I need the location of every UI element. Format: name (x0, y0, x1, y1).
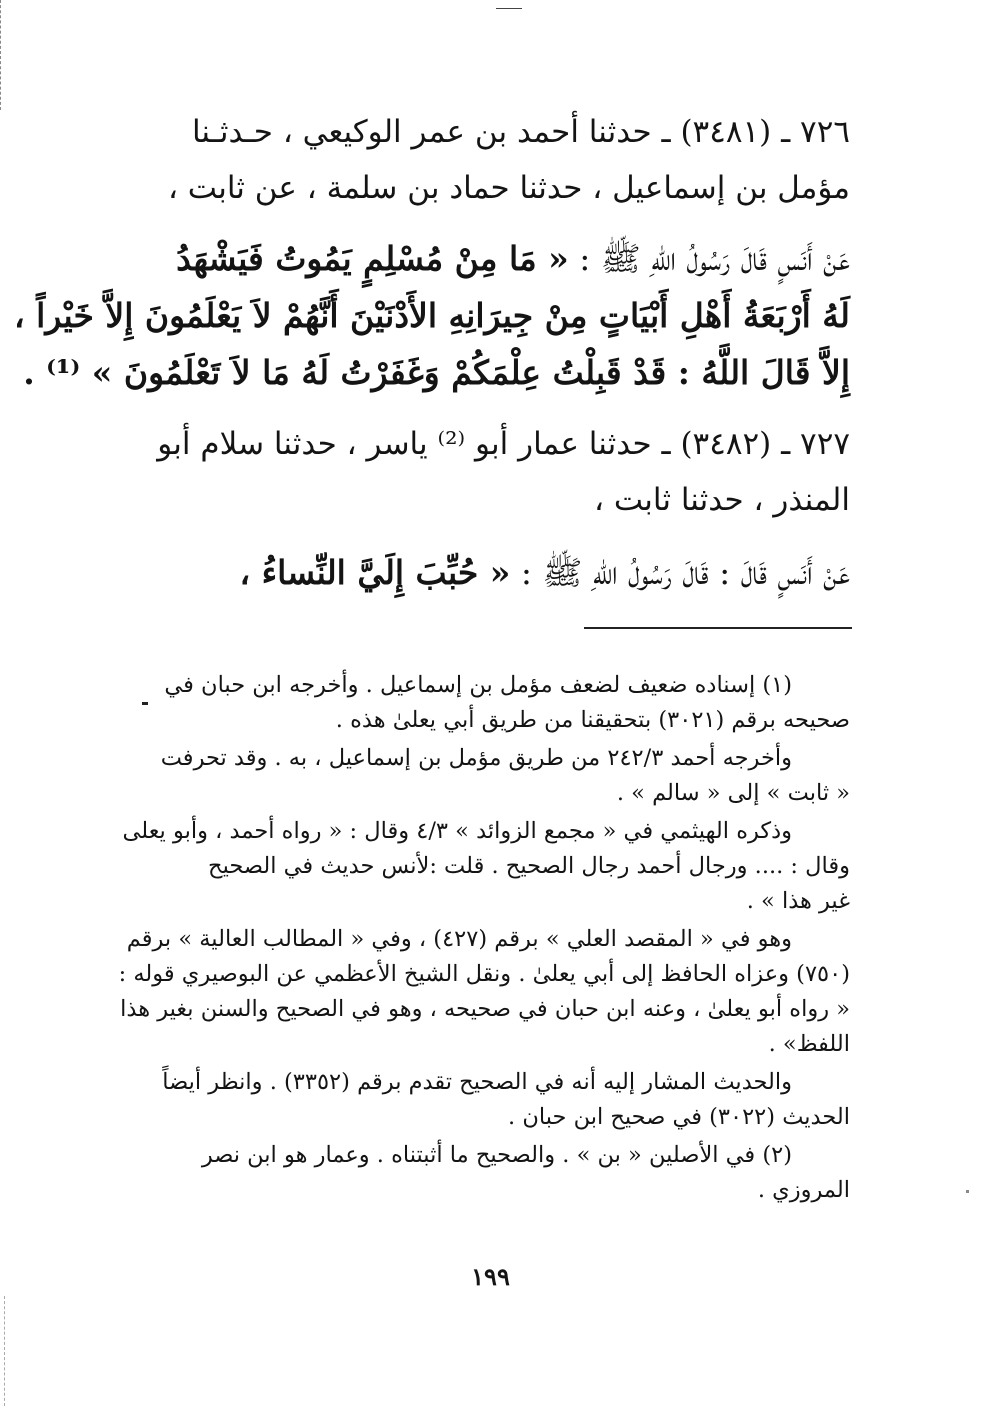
footnote-line: « رواه أبو يعلىٰ ، وعنه ابن حبان في صحيحه ، وهو في الصحيح والسنن بغير هذا (120, 996, 850, 1022)
footnote-line: (١) إسناده ضعيف لضعف مؤمل بن إسماعيل . وأخرجه ابن حبان في (164, 672, 792, 698)
hadith-726-chain (160, 104, 850, 216)
hadith-words: « مَا مِنْ مُسْلِمٍ يَمُوتُ فَيَشْهَدُ (176, 239, 569, 278)
paragraph-gap (160, 1208, 850, 1211)
footnote-line: (٢) في الأصلين « بن » . والصحيح ما أثبتناه . وعمار هو ابن نصر (201, 1142, 792, 1168)
footnote-line: الحديث (٣٠٢٢) في صحيح ابن حبان . (508, 1104, 850, 1130)
footnote-line: وقال : .... ورجال أحمد رجال الصحيح . قلت :لأنس حديث في الصحيح (208, 853, 850, 879)
chain-line: ٧٢٦ ـ (٣٤٨١) ـ حدثنا أحمد بن عمر الوكيعي ، حـدثـنا (191, 114, 850, 150)
footnote-line: (٧٥٠) وعزاه الحافظ إلى أبي يعلىٰ . ونقل الشيخ الأعظمي عن البوصيري قوله : (118, 961, 850, 987)
top-crop-mark (496, 8, 522, 9)
footnote-line: وهو في « المقصد العلي » برقم (٤٢٧) ، وفي « المطالب العالية » برقم (126, 926, 792, 952)
footnote-line: المروزي . (757, 1177, 850, 1203)
footnote-paragraph (118, 922, 850, 1062)
scan-speck (966, 1190, 969, 1193)
footnote-separator (584, 627, 852, 629)
footnote-line: وذكره الهيثمي في « مجمع الزوائد » ٤/٣ وقال : « رواه أحمد ، وأبو يعلى (122, 818, 792, 844)
hadith-line (160, 230, 850, 287)
footnote-paragraph (160, 1065, 850, 1135)
chain-line: مؤمل بن إسماعيل ، حدثنا حماد بن سلمة ، عن ثابت ، (167, 170, 850, 206)
hadith-line (160, 544, 850, 601)
scan-speck (142, 702, 148, 705)
scan-edge-mark (4, 1296, 7, 1406)
hadith-intro: عَنْ أَنَسٍ قَالَ رَسُولُ اللهِ ﷺ : (568, 239, 850, 278)
footnote-paragraph (122, 814, 850, 919)
footnote-paragraph (160, 668, 850, 738)
footnote-line: « ثابت » إلى « سالم » . (616, 780, 850, 806)
hadith-727-chain (157, 416, 850, 528)
footnote-line: وأخرجه أحمد ٢٤٢/٣ من طريق مؤمل بن إسماعيل ، به . وقد تحرفت (160, 745, 792, 771)
hadith-726-text (14, 230, 850, 401)
footnote-line: غير هذا » . (746, 888, 850, 914)
hadith-727-text (160, 544, 850, 601)
footnote-paragraph (160, 1138, 850, 1208)
hadith-words: « حُبِّبَ إِلَيَّ النِّساءُ ، (239, 553, 511, 592)
footnote-line: والحديث المشار إليه أنه في الصحيح تقدم برقم (٣٣٥٢) . وانظر أيضاً (162, 1069, 792, 1095)
footnote-line: صحيحه برقم (٣٠٢١) بتحقيقنا من طريق أبي يعلىٰ هذه . (335, 707, 850, 733)
hadith-intro: عَنْ أَنَسٍ قَالَ : قَالَ رَسُولُ اللهِ ﷺ : (510, 553, 850, 592)
footnote-paragraph (160, 741, 850, 811)
footnote-line: اللفظ» . (768, 1031, 850, 1057)
chain-line: ٧٢٧ ـ (٣٤٨٢) ـ حدثنا عمار أبو ⁽²⁾ ياسر ، حدثنا سلام أبو (157, 426, 850, 462)
hadith-line: إِلاَّ قَالَ اللَّهُ : قَدْ قَبِلْتُ عِلْمَكُمْ وَغَفَرْتُ لَهُ مَا لاَ تَعْلَمُونَ » ⁽¹⁾ . (23, 353, 850, 392)
page-number: ١٩٩ (471, 1262, 510, 1291)
footnotes (118, 668, 850, 1211)
scan-edge-mark (0, 0, 4, 110)
chain-line: المنذر ، حدثنا ثابت ، (593, 482, 850, 518)
hadith-line: لَهُ أَرْبَعَةُ أَهْلِ أَبْيَاتٍ مِنْ جِيرَانِهِ الأَدْنَيْنَ أَنَّهُمْ لاَ يَعْلَمُونَ إِلاَّ خَيْراً ، (14, 296, 850, 335)
